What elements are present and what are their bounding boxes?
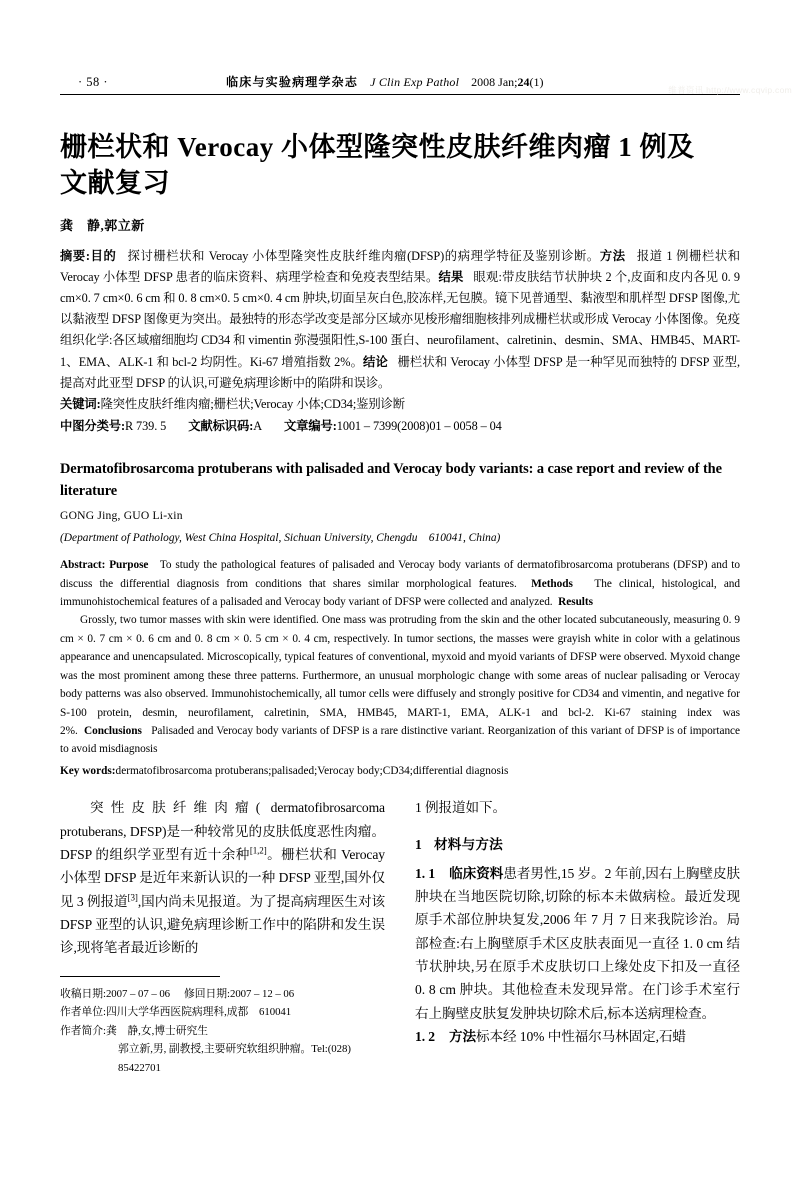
affiliation-value: 四川大学华西医院病理科,成都 610041	[105, 1006, 292, 1019]
abstract-en-conclusions-label: Conclusions	[83, 724, 142, 737]
title-cn-line-1: 栅栏状和 Verocay 小体型隆突性皮肤纤维肉瘤 1 例及	[60, 132, 695, 162]
revised-date-label: 修回日期:	[184, 987, 230, 1000]
journal-info	[226, 73, 543, 92]
keywords-cn	[60, 394, 740, 416]
body-paragraph-intro	[60, 796, 385, 960]
header-rule	[60, 94, 740, 95]
abstract-en-methods-label: Methods	[531, 577, 573, 590]
authors-en: GONG Jing, GUO Li-xin	[60, 509, 183, 523]
watermark-text: 维普资讯 http://www.cqvip.com	[668, 85, 792, 95]
affiliation-en: (Department of Pathology, West China Hospital, Sichuan University, Chengdu 610041, China)	[60, 532, 501, 545]
column-left	[60, 796, 385, 1077]
abstract-cn-conclusions-text: 栅栏状和 Verocay 小体型 DFSP 是一种罕见而独特的 DFSP 亚型,提高对此亚型 DFSP 的认识,可避免病理诊断中的陷阱和误诊。	[60, 354, 740, 390]
abstract-en-conclusions-text: Palisaded and Verocay body variants of DFSP is a rare distinctive variant. Reorganization of this variant of DFSP is of importance to avoid misdiagnosis	[60, 724, 740, 756]
subsection-1-2-text: 标本经 10% 中性福尔马林固定,石蜡	[476, 1029, 686, 1045]
abstract-cn-conclusions-label: 结论	[363, 354, 388, 369]
title-cn-line-2: 文献复习	[60, 168, 170, 199]
keywords-en	[60, 762, 740, 780]
journal-page	[0, 62, 800, 1191]
section-number-1: 1	[415, 836, 422, 852]
abstract-en-label: Abstract:	[60, 559, 106, 572]
article-id-label: 文章编号:	[283, 418, 337, 433]
issue-number: (1)	[529, 75, 544, 89]
bio-value-2: 郭立新,男, 副教授,主要研究软组织肿瘤。Tel:(028)	[118, 1043, 351, 1056]
article-id-value: 1001 – 7399(2008)01 – 0058 – 04	[336, 418, 502, 433]
subsection-number-1-2: 1. 2	[415, 1029, 435, 1045]
subsection-1-2-heading	[415, 1029, 476, 1044]
abstract-cn-methods-label: 方法	[599, 248, 626, 263]
abstract-cn-purpose-text: 探讨栅栏状和 Verocay 小体型隆突性皮肤纤维肉瘤(DFSP)的病理学特征及鉴别诊断。	[127, 248, 600, 263]
abstract-cn-results-label: 结果	[438, 270, 464, 285]
abstract-cn	[60, 246, 740, 394]
authors-cn: 龚 静,郭立新	[60, 217, 145, 233]
abstract-en-results-label: Results	[558, 596, 593, 609]
column-right	[415, 796, 740, 1077]
abstract-cn-purpose-label: 目的	[89, 248, 117, 263]
abstract-en	[60, 556, 740, 758]
page-number: · 58 ·	[78, 75, 109, 89]
affiliation-label: 作者单位:	[60, 1006, 106, 1019]
page-title-cn	[60, 129, 740, 202]
doc-code-label: 文献标识码:	[188, 418, 254, 433]
journal-name-en: J Clin Exp Pathol	[370, 75, 460, 89]
classification-line	[60, 416, 740, 438]
body-paragraph-continuation: 1 例报道如下。	[415, 800, 506, 816]
section-title-1: 材料与方法	[434, 836, 503, 852]
page-title-en: Dermatofibrosarcoma protuberans with palisaded and Verocay body variants: a case report and review of the literature	[60, 460, 722, 499]
keywords-en-label: Key words:	[60, 764, 116, 777]
footnote-text	[60, 985, 385, 1078]
abstract-cn-methods-text: 报道 1 例栅栏状和 Verocay 小体型 DFSP 患者的临床资料、病理学检查和免疫表型结果。	[60, 248, 740, 285]
footnote-rule	[60, 976, 220, 977]
citation-ref-1: [1,2]	[249, 845, 267, 856]
subsection-title-1-1: 临床资料	[449, 865, 504, 881]
keywords-cn-value: 隆突性皮肤纤维肉瘤;栅栏状;Verocay 小体;CD34;鉴别诊断	[100, 396, 405, 411]
bio-label: 作者简介:	[60, 1024, 106, 1037]
intro-text-c: ,国内尚未见报道。为了提高病理医生对该 DFSP 亚型的认识,避免病理诊断工作中的陷阱和发生误诊,现将笔者最近诊断的	[60, 893, 385, 956]
clc-value: R 739. 5	[124, 418, 167, 433]
footnote-bio-3	[60, 1059, 385, 1078]
subsection-1-1-text: 患者男性,15 岁。2 年前,因右上胸壁皮肤肿块在当地医院切除,切除的标本未做病检。最近发现原手术部位肿块复发,2006 年 7 月 7 日来我院诊治。局部检查:右上胸壁原手术区皮肤表面见一直径 1. 0 cm 结节状肿块,另在原手术皮肤切口上缘处皮下扣及一直径 0. 8 cm 肿块。其他检查未发现异常。在门诊手术室行右上胸壁皮肤复发肿块切除术后,标本送病理检查。	[415, 865, 740, 1021]
volume-number: 24	[517, 75, 530, 89]
bio-value-1: 龚 静,女,博士研究生	[105, 1024, 208, 1037]
issue-date: 2008 Jan;	[471, 75, 518, 89]
subsection-1-1-heading	[415, 866, 503, 881]
footnote-dates	[60, 985, 385, 1004]
footnote-affiliation	[60, 1003, 385, 1022]
subsection-1-1	[415, 862, 740, 1026]
subsection-title-1-2: 方法	[449, 1029, 476, 1045]
journal-name-cn: 临床与实验病理学杂志	[226, 75, 359, 89]
abstract-cn-label: 摘要:	[60, 248, 90, 263]
abstract-en-purpose-text: To study the pathological features of palisaded and Verocay body variants of dermatofibrosarcoma protuberans (DFSP) and to discuss the differential diagnosis from conditions that shares similar morphological features.	[60, 559, 740, 590]
subsection-number-1-1: 1. 1	[415, 865, 436, 881]
citation-ref-2: [3]	[127, 892, 138, 903]
intro-text-b: 。栅栏状和 Verocay 小体型 DFSP 是近年来新认识的一种 DFSP 亚型,国外仅见 3 例报道	[60, 846, 385, 909]
abstract-en-purpose-label: Purpose	[109, 559, 149, 572]
running-head	[60, 62, 740, 92]
received-date-label: 收稿日期:	[60, 987, 106, 1000]
intro-text-a: 突性皮肤纤维肉瘤( dermatofibrosarcoma protuberans, DFSP)是一种较常见的皮肤低度恶性肉瘤。DFSP 的组织学亚型有近十余种	[60, 800, 385, 862]
footnote-block	[60, 976, 385, 1078]
subsection-1-2	[415, 1025, 740, 1048]
doc-code-value: A	[253, 418, 262, 433]
abstract-en-methods-text: The clinical, histological, and immunohistochemical features of a palisaded and Verocay body variant of DFSP were collected and analyzed.	[60, 577, 740, 609]
footnote-bio-1	[60, 1022, 385, 1041]
clc-label: 中图分类号:	[60, 418, 125, 433]
revised-date-value: 2007 – 12 – 06	[229, 987, 295, 1000]
keywords-en-value: dermatofibrosarcoma protuberans;palisaded;Verocay body;CD34;differential diagnosis	[115, 764, 509, 777]
bio-value-3: 85422701	[118, 1062, 161, 1075]
abstract-cn-results-text: 眼观:带皮肤结节状肿块 2 个,皮面和皮内各见 0. 9 cm×0. 7 cm×0. 6 cm 和 0. 8 cm×0. 5 cm×0. 4 cm 肿块,切面呈灰白色,胶冻样,无包膜。镜下见普通型、黏液型和肌样型 DFSP 图像,尤以黏液型 DFSP 图像更为突出。最独特的形态学改变是部分区域亦见梭形瘤细胞核排列成栅栏状或形成 Verocay 小体图像。免疫组织化学:各区域瘤细胞均 CD34 和 vimentin 弥漫强阳性,S-100 蛋白、neurofilament、calretinin、desmin、SMA、HMB45、MART-1、EMA、ALK-1 和 bcl-2 均阴性。Ki-67 增殖指数 2%。	[60, 270, 740, 369]
footnote-bio-2	[60, 1040, 385, 1059]
section-heading-1	[415, 833, 740, 853]
abstract-en-results-text: Grossly, two tumor masses with skin were identified. One mass was protruding from the skin and the other located subcutaneously, measuring 0. 9 cm × 0. 7 cm × 0. 6 cm and 0. 8 cm × 0. 5 cm × 0. 4 cm, respectively. In tumor sections, the masses were grayish white in color with a gelatinous appearance and unencapsulated. Microscopically, typical features of conventional, myxoid and myoid variants of DFSP were observed. Myxoid change was the most prominent among these three patterns. Furthermore, an unusual morphologic change with some areas of nuclear palisading or Verocay body patterns was also observed. Immunohistochemically, all tumor cells were diffusely and strongly positive for CD34 and vimentin, and negative for S-100 protein, desmin, neurofilament, calretinin, SMA, HMB45, MART-1, EMA, ALK-1 and bcl-2. Ki-67 staining index was 2%.	[60, 614, 740, 737]
keywords-cn-label: 关键词:	[60, 396, 101, 411]
body-columns	[60, 796, 740, 1077]
received-date-value: 2007 – 07 – 06	[105, 987, 171, 1000]
